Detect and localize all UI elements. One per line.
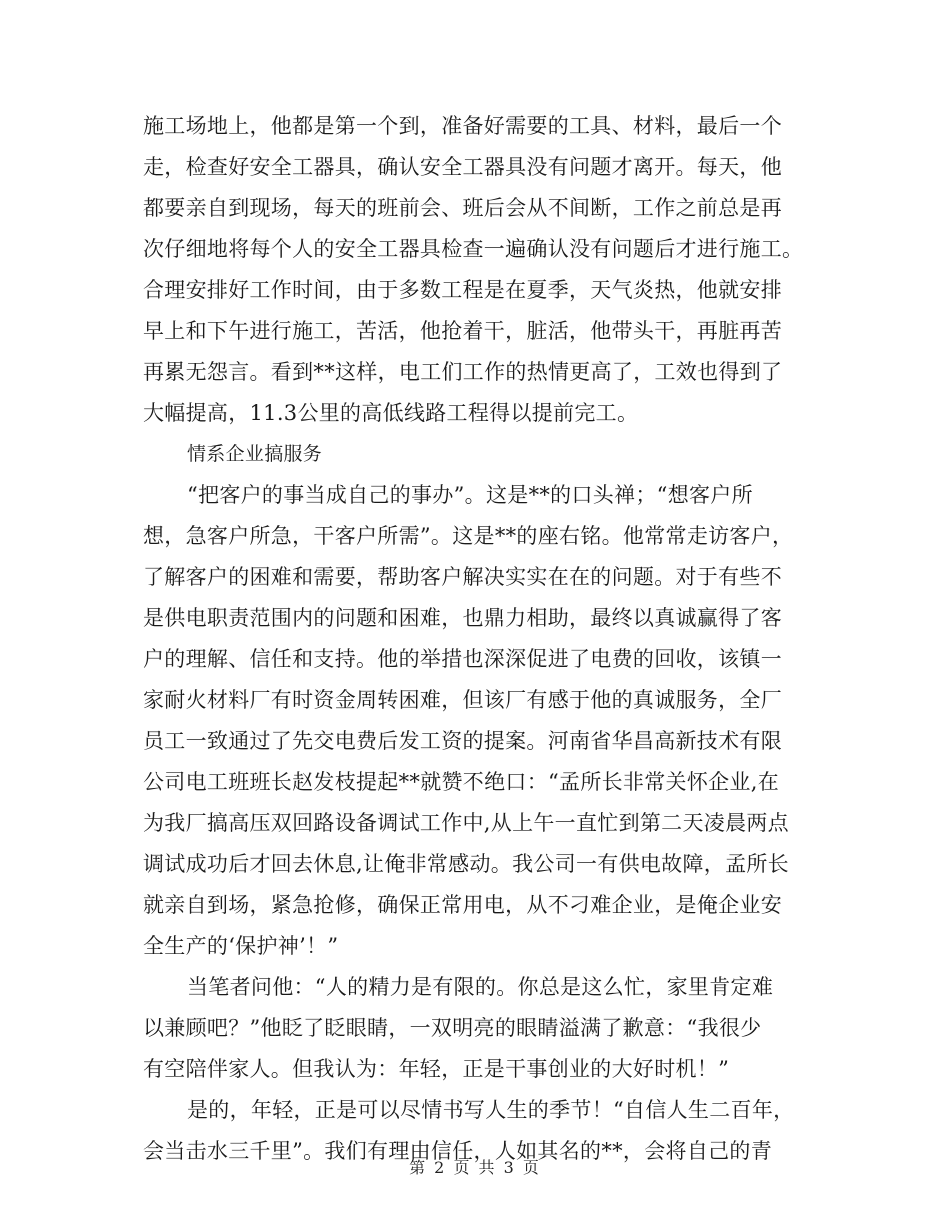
paragraph-line: 家耐火材料厂有时资金周转困难，但该厂有感于他的真诚服务，全厂: [143, 688, 782, 712]
paragraph-line: “把客户的事当成自己的事办”。这是**的口头禅；“想客户所: [187, 483, 753, 507]
paragraph-line: 会当击水三千里”。我们有理由信任，人如其名的**，会将自己的青: [143, 1139, 773, 1163]
page-number-footer: 第 2 页 共 3 页: [409, 1158, 541, 1177]
section-heading: 情系企业搞服务: [187, 443, 323, 465]
paragraph-line: 早上和下午进行施工，苦活，他抢着干，脏活，他带头干，再脏再苦: [143, 319, 782, 343]
paragraph-line: 以兼顾吧？”他眨了眨眼睛，一双明亮的眼睛溢满了歉意：“我很少: [143, 1016, 762, 1040]
paragraph-line: 走，检查好安全工器具，确认安全工器具没有问题才离开。每天，他: [143, 155, 782, 179]
paragraph-line: 大幅提高，11.3公里的高低线路工程得以提前完工。: [143, 401, 639, 425]
paragraph-line: 调试成功后才回去休息,让俺非常感动。我公司一有供电故障，孟所长: [143, 852, 789, 876]
paragraph-line: 员工一致通过了先交电费后发工资的提案。河南省华昌高新技术有限: [143, 729, 782, 753]
paragraph-line: 是的，年轻，正是可以尽情书写人生的季节！“自信人生二百年，: [187, 1098, 795, 1122]
paragraph-line: 就亲自到场，紧急抢修，确保正常用电，从不刁难企业，是俺企业安: [143, 893, 782, 917]
document-body: [143, 106, 803, 1172]
paragraph-line: 全生产的‘保护神’！”: [143, 934, 339, 958]
paragraph-line: 合理安排好工作时间，由于多数工程是在夏季，天气炎热，他就安排: [143, 278, 782, 302]
paragraph-line: 再累无怨言。看到**这样，电工们工作的热情更高了，工效也得到了: [143, 360, 783, 384]
paragraph-line: 施工场地上，他都是第一个到，准备好需要的工具、材料，最后一个: [143, 114, 782, 138]
paragraph-line: 户的理解、信任和支持。他的举措也深深促进了电费的回收，该镇一: [143, 647, 782, 671]
paragraph-line: 是供电职责范围内的问题和困难，也鼎力相助，最终以真诚赢得了客: [143, 606, 782, 630]
paragraph-line: 为我厂搞高压双回路设备调试工作中,从上午一直忙到第二天凌晨两点: [143, 811, 789, 835]
paragraph-line: 有空陪伴家人。但我认为：年轻，正是干事创业的大好时机！”: [143, 1057, 730, 1081]
paragraph-line: 想，急客户所急，干客户所需”。这是**的座右铭。他常常走访客户，: [143, 524, 794, 548]
paragraph-line: 当笔者问他：“人的精力是有限的。你总是这么忙，家里肯定难: [187, 975, 774, 999]
paragraph-line: 公司电工班班长赵发枝提起**就赞不绝口：“孟所长非常关怀企业,在: [143, 770, 780, 794]
paragraph-line: 次仔细地将每个人的安全工器具检查一遍确认没有问题后才进行施工。: [143, 237, 804, 261]
paragraph-line: 都要亲自到现场，每天的班前会、班后会从不间断，工作之前总是再: [143, 196, 782, 220]
paragraph-line: 了解客户的困难和需要，帮助客户解决实实在在的问题。对于有些不: [143, 565, 782, 589]
